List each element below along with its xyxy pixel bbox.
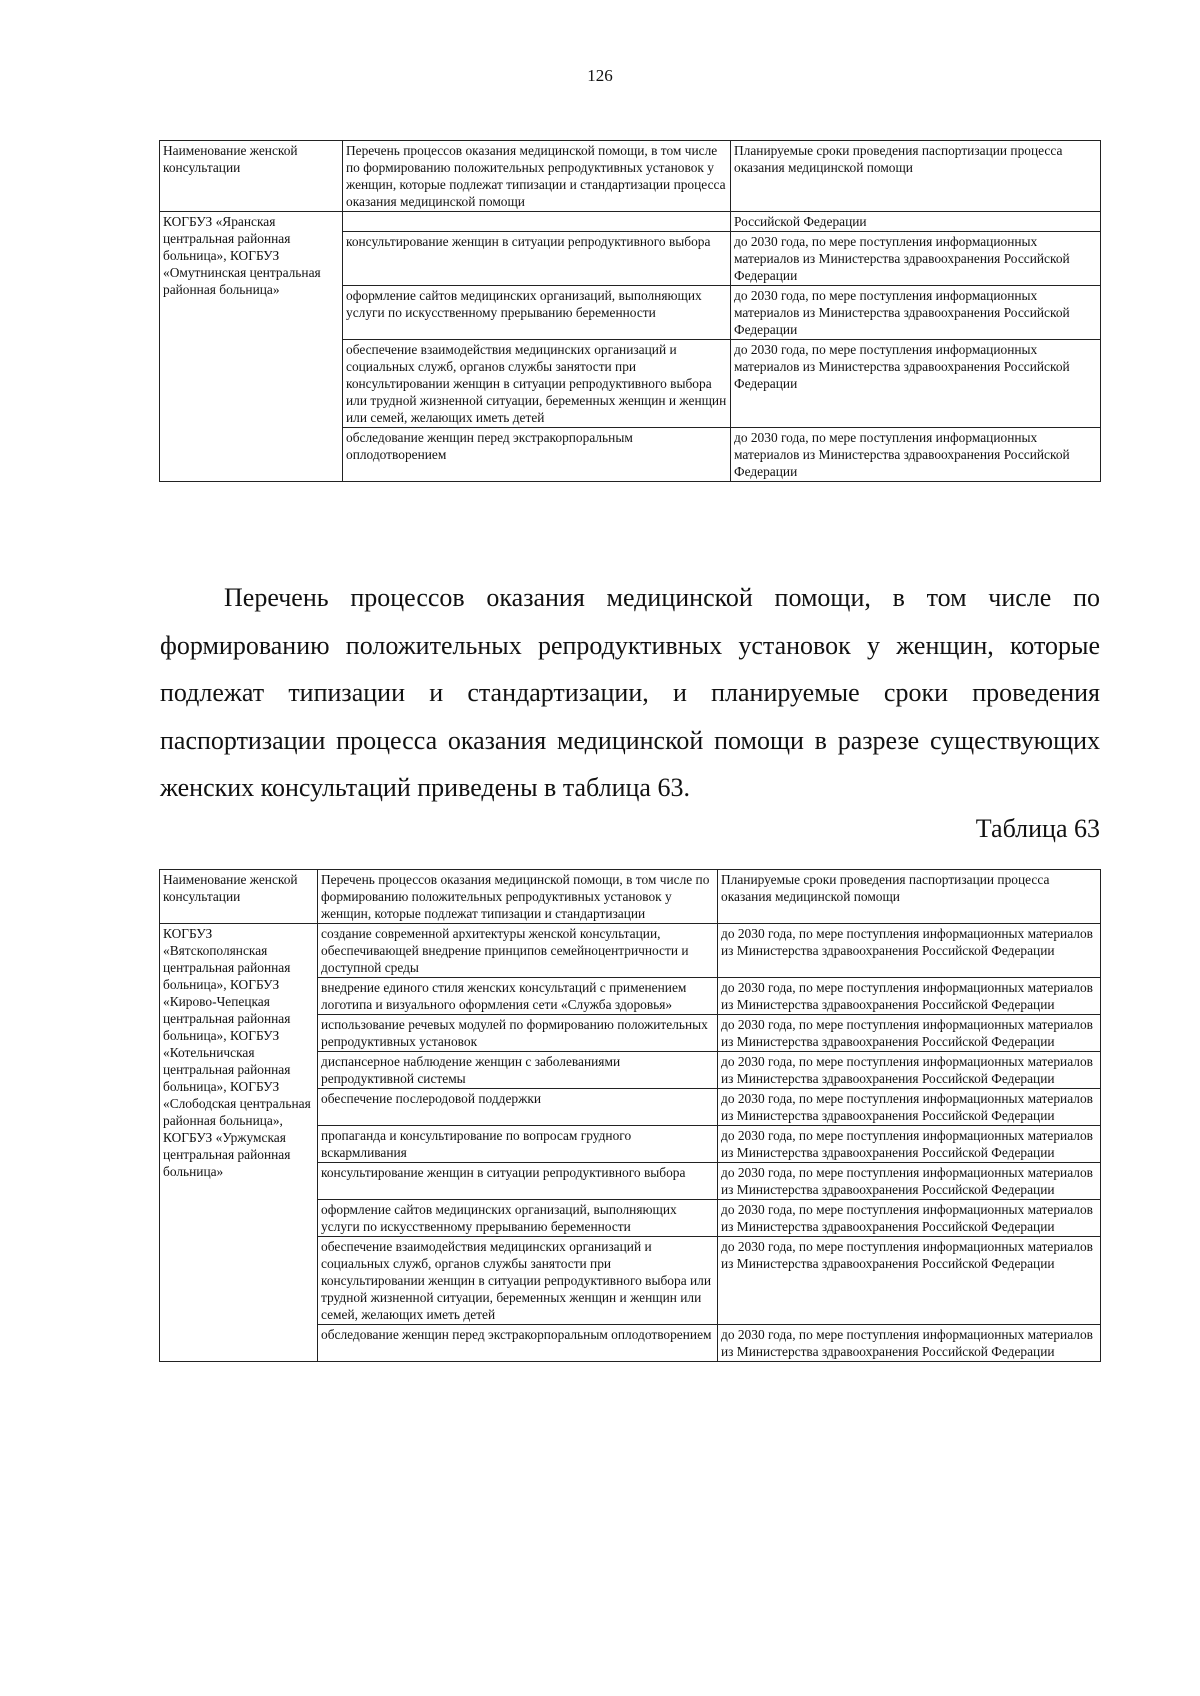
table-row bbox=[160, 924, 1101, 978]
term-cell: до 2030 года, по мере поступления информационных материалов из Министерства здравоохранения Российской Федерации bbox=[718, 1163, 1101, 1200]
process-cell: обеспечение взаимодействия медицинских организаций и социальных служб, органов службы занятости при консультировании женщин в ситуации репродуктивного выбора или трудной жизненной ситуации, беременных женщин и женщин или семей, желающих иметь детей bbox=[343, 340, 731, 428]
term-cell: Российской Федерации bbox=[731, 212, 1101, 232]
table-row bbox=[160, 212, 1101, 232]
process-cell bbox=[343, 212, 731, 232]
table-header-row bbox=[160, 141, 1101, 212]
term-cell: до 2030 года, по мере поступления информационных материалов из Министерства здравоохранения Российской Федерации bbox=[718, 1325, 1101, 1362]
table-continuation bbox=[159, 140, 1101, 482]
process-cell: оформление сайтов медицинских организаций, выполняющих услуги по искусственному прерыванию беременности bbox=[343, 286, 731, 340]
body-paragraph: Перечень процессов оказания медицинской помощи, в том числе по формированию положительных репродуктивных установок у женщин, которые подлежат типизации и стандартизации, и планируемые сроки проведения паспортизации процесса оказания медицинской помощи в разрезе существующих женских консультаций приведены в таблица 63. bbox=[160, 583, 1100, 802]
table-63 bbox=[159, 869, 1101, 1362]
term-cell: до 2030 года, по мере поступления информационных материалов из Министерства здравоохранения Российской Федерации bbox=[718, 1015, 1101, 1052]
process-cell: диспансерное наблюдение женщин с заболеваниями репродуктивной системы bbox=[318, 1052, 718, 1089]
process-cell: обследование женщин перед экстракорпоральным оплодотворением bbox=[343, 428, 731, 482]
org-cell: КОГБУЗ «Яранская центральная районная больница», КОГБУЗ «Омутнинская центральная районная больница» bbox=[160, 212, 343, 482]
header-term: Планируемые сроки проведения паспортизации процесса оказания медицинской помощи bbox=[718, 870, 1101, 924]
page-number: 126 bbox=[587, 66, 613, 85]
process-cell: консультирование женщин в ситуации репродуктивного выбора bbox=[318, 1163, 718, 1200]
term-cell: до 2030 года, по мере поступления информационных материалов из Министерства здравоохранения Российской Федерации bbox=[718, 1200, 1101, 1237]
term-cell: до 2030 года, по мере поступления информационных материалов из Министерства здравоохранения Российской Федерации bbox=[718, 1052, 1101, 1089]
term-cell: до 2030 года, по мере поступления информационных материалов из Министерства здравоохранения Российской Федерации bbox=[731, 340, 1101, 428]
term-cell: до 2030 года, по мере поступления информационных материалов из Министерства здравоохранения Российской Федерации bbox=[731, 232, 1101, 286]
header-org: Наименование женской консультации bbox=[160, 141, 343, 212]
process-cell: обеспечение взаимодействия медицинских организаций и социальных служб, органов службы занятости при консультировании женщин в ситуации репродуктивного выбора или трудной жизненной ситуации, беременных женщин и женщин или семей, желающих иметь детей bbox=[318, 1237, 718, 1325]
process-cell: пропаганда и консультирование по вопросам грудного вскармливания bbox=[318, 1126, 718, 1163]
header-process: Перечень процессов оказания медицинской помощи, в том числе по формированию положительных репродуктивных установок у женщин, которые подлежат типизации и стандартизации процесса оказания медицинской помощи bbox=[343, 141, 731, 212]
header-process: Перечень процессов оказания медицинской помощи, в том числе по формированию положительных репродуктивных установок у женщин, которые подлежат типизации и стандартизации bbox=[318, 870, 718, 924]
process-cell: обследование женщин перед экстракорпоральным оплодотворением bbox=[318, 1325, 718, 1362]
term-cell: до 2030 года, по мере поступления информационных материалов из Министерства здравоохранения Российской Федерации bbox=[718, 978, 1101, 1015]
process-cell: внедрение единого стиля женских консультаций с применением логотипа и визуального оформления сети «Служба здоровья» bbox=[318, 978, 718, 1015]
table-caption: Таблица 63 bbox=[975, 814, 1100, 843]
term-cell: до 2030 года, по мере поступления информационных материалов из Министерства здравоохранения Российской Федерации bbox=[731, 428, 1101, 482]
process-cell: создание современной архитектуры женской консультации, обеспечивающей внедрение принципов семейноцентричности и доступной среды bbox=[318, 924, 718, 978]
term-cell: до 2030 года, по мере поступления информационных материалов из Министерства здравоохранения Российской Федерации bbox=[731, 286, 1101, 340]
process-cell: оформление сайтов медицинских организаций, выполняющих услуги по искусственному прерыванию беременности bbox=[318, 1200, 718, 1237]
header-term: Планируемые сроки проведения паспортизации процесса оказания медицинской помощи bbox=[731, 141, 1101, 212]
table-header-row bbox=[160, 870, 1101, 924]
process-cell: использование речевых модулей по формированию положительных репродуктивных установок bbox=[318, 1015, 718, 1052]
term-cell: до 2030 года, по мере поступления информационных материалов из Министерства здравоохранения Российской Федерации bbox=[718, 1237, 1101, 1325]
term-cell: до 2030 года, по мере поступления информационных материалов из Министерства здравоохранения Российской Федерации bbox=[718, 1126, 1101, 1163]
process-cell: консультирование женщин в ситуации репродуктивного выбора bbox=[343, 232, 731, 286]
term-cell: до 2030 года, по мере поступления информационных материалов из Министерства здравоохранения Российской Федерации bbox=[718, 1089, 1101, 1126]
org-cell: КОГБУЗ «Вятскополянская центральная районная больница», КОГБУЗ «Кирово-Чепецкая центральная районная больница», КОГБУЗ «Котельничская центральная районная больница», КОГБУЗ «Слободская центральная районная больница», КОГБУЗ «Уржумская центральная районная больница» bbox=[160, 924, 318, 1362]
term-cell: до 2030 года, по мере поступления информационных материалов из Министерства здравоохранения Российской Федерации bbox=[718, 924, 1101, 978]
header-org: Наименование женской консультации bbox=[160, 870, 318, 924]
process-cell: обеспечение послеродовой поддержки bbox=[318, 1089, 718, 1126]
